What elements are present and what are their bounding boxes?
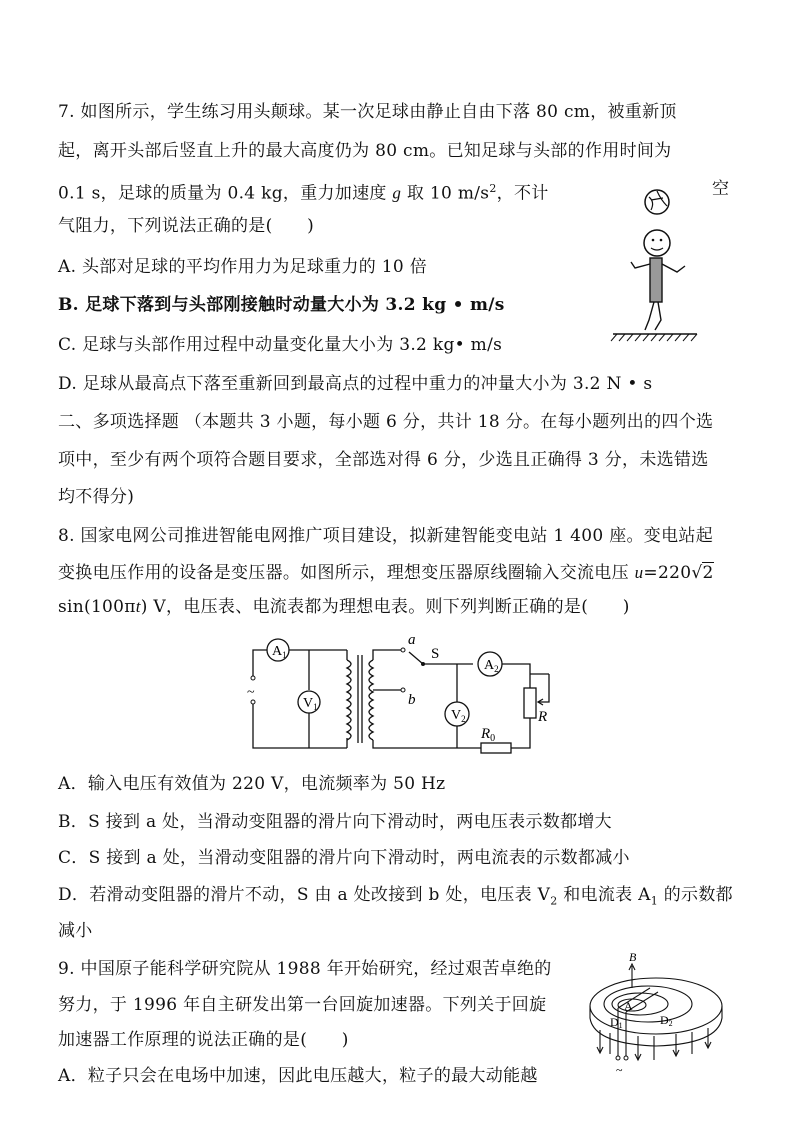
transformer-circuit-diagram xyxy=(243,630,563,760)
q8-line-3-text: sin(100π xyxy=(58,597,136,617)
ac-source-symbol: ~ xyxy=(247,685,255,700)
q9-line-1: 9. 中国原子能科学研究院从 1988 年开始研究，经过艰苦卓绝的 xyxy=(58,959,552,979)
voltage-symbol: u xyxy=(634,563,644,582)
q8-line-2: 变换电压作用的设备是变压器。如图所示，理想变压器原线圈输入交流电压 u=220√2 xyxy=(58,563,714,583)
ac-source-symbol: ~ xyxy=(616,1063,623,1077)
q8-line-1: 8. 国家电网公司推进智能电网推广项目建设，拟新建智能变电站 1 400 座。变电站起 xyxy=(58,526,713,546)
section-2-line-1: 二、多项选择题 （本题共 3 小题，每小题 6 分，共计 18 分。在每小题列出的四个选 xyxy=(58,412,714,432)
dee-d1-label: D1 xyxy=(610,1015,623,1030)
center-a-label: A xyxy=(624,999,633,1013)
q7-line-3-tail: 空 xyxy=(712,179,730,199)
q8-option-d-middle: 和电流表 A xyxy=(557,885,651,905)
q7-line-3-end: ，不计 xyxy=(496,183,549,204)
student-heading-ball-figure xyxy=(605,180,705,345)
q8-option-d-line-2: 减小 xyxy=(58,921,93,941)
q7-line-2: 起，离开头部后竖直上升的最大高度仍为 80 cm。已知足球与头部的作用时间为 xyxy=(58,141,672,161)
q8-line-2-text: 变换电压作用的设备是变压器。如图所示，理想变压器原线圈输入交流电压 xyxy=(58,563,635,583)
q7-line-3 xyxy=(58,178,549,205)
terminal-a-label: a xyxy=(408,632,416,648)
q8-option-d-text: D．若滑动变阻器的滑片不动，S 由 a 处改接到 b 处，电压表 V xyxy=(58,885,551,905)
q8-line-3 xyxy=(58,596,630,618)
q8-option-d-line-1 xyxy=(58,884,733,912)
voltmeter-v2-label: $V_2$ xyxy=(451,708,466,724)
section-2-line-3: 均不得分) xyxy=(58,487,135,507)
switch-s-label: S xyxy=(431,646,440,662)
q7-line-3-unit: 取 10 m/s xyxy=(401,183,490,204)
sqrt-radicand: 2 xyxy=(702,563,714,583)
squared-superscript: 2 xyxy=(489,182,497,195)
terminal-b-label: b xyxy=(408,692,416,708)
magnetic-field-b-label: B xyxy=(629,950,637,964)
q9-line-3: 加速器工作原理的说法正确的是( ) xyxy=(58,1030,349,1050)
q8-option-c: C．S 接到 a 处，当滑动变阻器的滑片向下滑动时，两电流表的示数都减小 xyxy=(58,848,630,868)
voltage-amplitude: =220 xyxy=(643,563,692,583)
q8-option-d-end: 的示数都 xyxy=(658,885,733,905)
time-symbol: t xyxy=(135,597,141,616)
ammeter-a2-label: $A_2$ xyxy=(484,658,499,674)
dee-d2-label: D2 xyxy=(660,1013,673,1028)
a1-subscript: 1 xyxy=(650,894,659,908)
q7-line-3-text: 0.1 s，足球的质量为 0.4 kg，重力加速度 xyxy=(58,183,393,204)
q7-option-d: D. 足球从最高点下落至重新回到最高点的过程中重力的冲量大小为 3.2 N • s xyxy=(58,374,653,394)
rheostat-r-label: R xyxy=(538,709,548,725)
q7-option-c: C. 足球与头部作用过程中动量变化量大小为 3.2 kg• m/s xyxy=(58,335,503,355)
q7-line-4: 气阻力，下列说法正确的是( ) xyxy=(58,216,315,236)
cyclotron-figure xyxy=(588,948,738,1078)
voltmeter-v1-label: $V_1$ xyxy=(303,696,318,712)
q8-option-a: A．输入电压有效值为 220 V，电流频率为 50 Hz xyxy=(58,774,446,794)
gravity-symbol: g xyxy=(392,183,402,203)
ammeter-a1-label: $A_1$ xyxy=(272,644,287,660)
v2-subscript: 2 xyxy=(550,894,558,908)
q9-option-a: A．粒子只会在电场中加速，因此电压越大，粒子的最大动能越 xyxy=(58,1066,538,1086)
q8-option-b: B．S 接到 a 处，当滑动变阻器的滑片向下滑动时，两电压表示数都增大 xyxy=(58,812,612,832)
q7-option-b: B. 足球下落到与头部刚接触时动量大小为 3.2 kg • m/s xyxy=(58,295,505,315)
section-2-line-2: 项中，至少有两个项符合题目要求，全部选对得 6 分，少选且正确得 3 分，未选错选 xyxy=(58,450,709,470)
q8-line-3-end: ) V，电压表、电流表都为理想电表。则下列判断正确的是( ) xyxy=(140,597,630,617)
resistor-r0-label: $R_0$ xyxy=(481,726,496,744)
q9-line-2: 努力，于 1996 年自主研发出第一台回旋加速器。下列关于回旋 xyxy=(58,995,547,1015)
q7-option-a: A. 头部对足球的平均作用力为足球重力的 10 倍 xyxy=(58,257,428,277)
q7-line-1: 7. 如图所示，学生练习用头颠球。某一次足球由静止自由下落 80 cm，被重新顶 xyxy=(58,102,677,122)
